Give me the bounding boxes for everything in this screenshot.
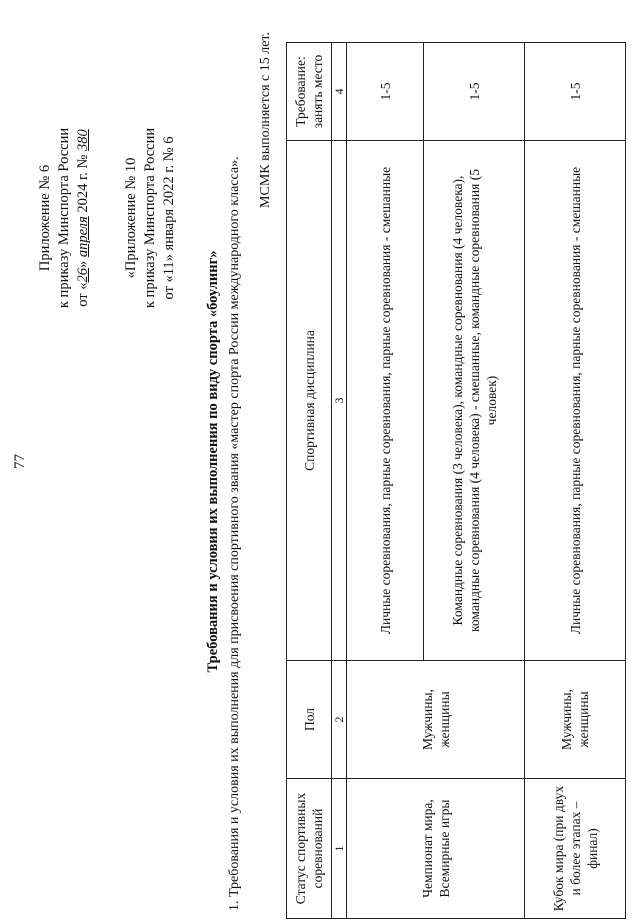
place-cell: 1-5	[347, 43, 424, 141]
page-number: 77	[12, 454, 28, 469]
reference-header	[122, 53, 179, 383]
discipline-cell: Командные соревнования (3 человека), командные соревнования (4 человека), командные соревнования (4 человека) - смешанные, командные соревнования (5 человек)	[424, 141, 525, 661]
appendix-date	[74, 53, 93, 383]
column-number: 4	[332, 43, 347, 141]
discipline-cell: Личные соревнования, парные соревнования, парные соревнования - смешанные	[347, 141, 424, 661]
date-month: апреля	[75, 216, 91, 258]
date-mid: »	[75, 257, 91, 269]
header-gender: Пол	[287, 661, 332, 779]
requirements-table	[286, 42, 626, 919]
reference-title: «Приложение № 10	[123, 157, 139, 279]
header-status: Статус спортивных соревнований	[287, 779, 332, 919]
intro-paragraph: 1. Требования и условия их выполнения для присвоения спортивного звания «мастер спорта России международного класса».	[227, 156, 242, 911]
reference-date: от «11» января 2022 г. № 6	[161, 136, 177, 300]
column-number: 1	[332, 779, 347, 919]
column-number-row	[332, 43, 347, 919]
header-place: Требование: занять место	[287, 43, 332, 141]
header-discipline: Спортивная дисциплина	[287, 141, 332, 661]
table-row	[525, 43, 626, 919]
place-cell: 1-5	[424, 43, 525, 141]
status-cell: Чемпионат мира, Всемирные игры	[347, 779, 525, 919]
table-header-row	[287, 43, 332, 919]
gender-cell: Мужчины, женщины	[525, 661, 626, 779]
date-prefix: от «	[75, 282, 91, 307]
gender-cell: Мужчины, женщины	[347, 661, 525, 779]
place-cell: 1-5	[525, 43, 626, 141]
status-cell: Кубок мира (при двух и более этапах – финал)	[525, 779, 626, 919]
reference-order: к приказу Минспорта России	[142, 127, 158, 309]
table-row	[347, 43, 424, 919]
column-number: 2	[332, 661, 347, 779]
age-note: МСМК выполняется с 15 лет.	[258, 32, 273, 208]
document-title: Требования и условия их выполнения по виду спорта «боулинг»	[205, 250, 221, 673]
appendix-header	[36, 53, 93, 383]
discipline-cell: Личные соревнования, парные соревнования, парные соревнования - смешанные	[525, 141, 626, 661]
date-year: 2024 г. №	[75, 150, 91, 217]
appendix-title: Приложение № 6	[37, 164, 53, 272]
column-number: 3	[332, 141, 347, 661]
order-number: 380	[75, 129, 91, 151]
appendix-order: к приказу Минспорта России	[56, 127, 72, 309]
date-day: 26	[75, 268, 91, 283]
